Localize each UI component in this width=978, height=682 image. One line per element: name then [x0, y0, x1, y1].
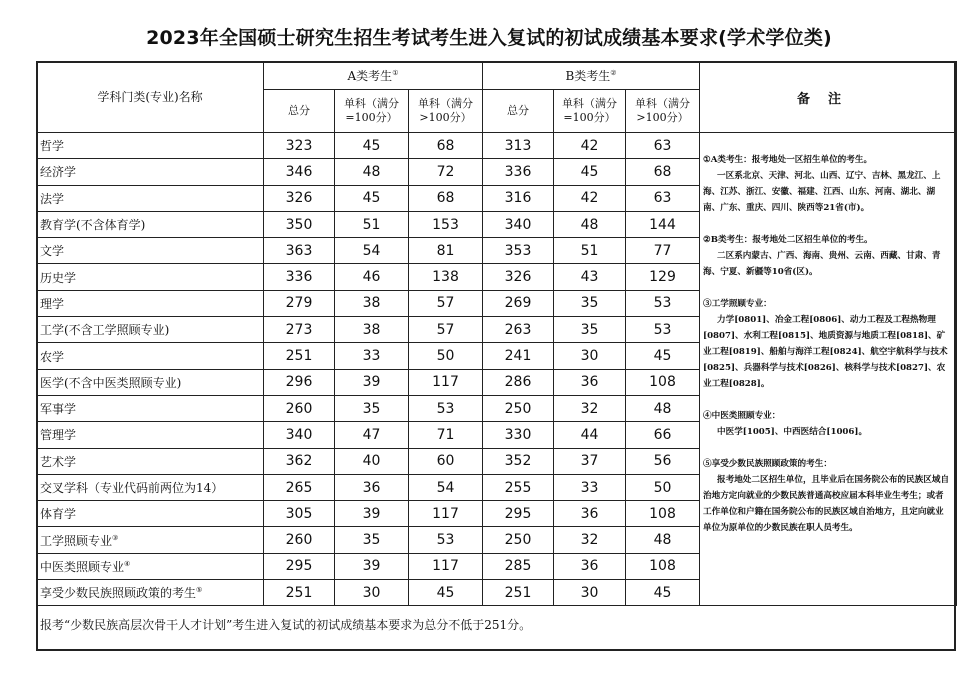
score-b-total: 250 — [483, 527, 554, 553]
score-a-total: 273 — [264, 317, 335, 343]
score-a-single-gt100: 138 — [409, 264, 483, 290]
score-b-single-100: 32 — [554, 527, 626, 553]
score-b-single-100: 36 — [554, 553, 626, 579]
score-a-single-100: 30 — [335, 580, 409, 606]
remark-heading: ①A类考生：报考地处一区招生单位的考生。 — [703, 155, 873, 165]
score-b-single-100: 51 — [554, 238, 626, 264]
score-b-total: 352 — [483, 448, 554, 474]
score-a-total: 340 — [264, 422, 335, 448]
score-b-single-gt100: 77 — [626, 238, 700, 264]
score-b-single-100: 33 — [554, 474, 626, 500]
score-b-total: 251 — [483, 580, 554, 606]
score-b-single-100: 32 — [554, 395, 626, 421]
score-b-single-100: 48 — [554, 211, 626, 237]
score-a-total: 323 — [264, 133, 335, 159]
score-a-single-100: 48 — [335, 159, 409, 185]
remark-heading: ⑤享受少数民族照顾政策的考生： — [703, 459, 832, 469]
remark-body: 中医学[1005]、中西医结合[1006]。 — [717, 427, 868, 437]
score-b-single-100: 35 — [554, 290, 626, 316]
score-b-total: 340 — [483, 211, 554, 237]
score-b-total: 241 — [483, 343, 554, 369]
score-a-total: 251 — [264, 343, 335, 369]
score-a-single-100: 35 — [335, 395, 409, 421]
score-a-single-gt100: 53 — [409, 395, 483, 421]
score-b-total: 269 — [483, 290, 554, 316]
score-b-total: 250 — [483, 395, 554, 421]
score-b-single-gt100: 53 — [626, 317, 700, 343]
score-a-single-gt100: 45 — [409, 580, 483, 606]
header-a-group: A类考生① — [264, 62, 483, 90]
score-a-single-100: 38 — [335, 290, 409, 316]
score-b-total: 316 — [483, 185, 554, 211]
score-b-single-100: 35 — [554, 317, 626, 343]
header-b-single-gt100: 单科（满分>100分） — [626, 90, 700, 133]
score-b-total: 353 — [483, 238, 554, 264]
score-a-total: 260 — [264, 395, 335, 421]
discipline-name: 艺术学 — [37, 448, 264, 474]
score-a-total: 326 — [264, 185, 335, 211]
discipline-name: 体育学 — [37, 501, 264, 527]
score-a-single-gt100: 68 — [409, 133, 483, 159]
score-a-single-100: 45 — [335, 185, 409, 211]
score-b-single-gt100: 68 — [626, 159, 700, 185]
score-b-single-100: 42 — [554, 133, 626, 159]
score-b-single-100: 30 — [554, 580, 626, 606]
page-title: 2023年全国硕士研究生招生考试考生进入复试的初试成绩基本要求(学术学位类) — [146, 27, 832, 49]
header-remarks: 备注 — [700, 62, 957, 133]
score-a-single-100: 36 — [335, 474, 409, 500]
score-a-single-100: 35 — [335, 527, 409, 553]
score-b-total: 285 — [483, 553, 554, 579]
score-a-single-100: 39 — [335, 369, 409, 395]
score-b-single-gt100: 63 — [626, 133, 700, 159]
score-a-single-100: 47 — [335, 422, 409, 448]
remark-heading: ④中医类照顾专业： — [703, 411, 781, 421]
score-b-total: 313 — [483, 133, 554, 159]
score-a-single-gt100: 60 — [409, 448, 483, 474]
discipline-name: 教育学(不含体育学) — [37, 211, 264, 237]
discipline-name: 军事学 — [37, 395, 264, 421]
score-a-single-gt100: 153 — [409, 211, 483, 237]
score-a-single-gt100: 117 — [409, 501, 483, 527]
score-a-single-100: 45 — [335, 133, 409, 159]
score-b-single-gt100: 45 — [626, 343, 700, 369]
score-a-total: 295 — [264, 553, 335, 579]
remark-heading: ②B类考生：报考地处二区招生单位的考生。 — [703, 235, 873, 245]
score-a-single-100: 33 — [335, 343, 409, 369]
score-a-single-gt100: 117 — [409, 553, 483, 579]
score-a-single-gt100: 72 — [409, 159, 483, 185]
score-a-total: 350 — [264, 211, 335, 237]
score-b-single-gt100: 108 — [626, 553, 700, 579]
remark-body: 报考地处二区招生单位，且毕业后在国务院公布的民族区域自治地方定向就业的少数民族普通高校应届本科毕业生考生；或者工作单位和户籍在国务院公布的民族区域自治地方，且定向就业单位为原单位的少数民族在职人员考生。 — [703, 475, 950, 533]
discipline-name: 交叉学科（专业代码前两位为14） — [37, 474, 264, 500]
discipline-name: 哲学 — [37, 133, 264, 159]
header-b-total: 总分 — [483, 90, 554, 133]
score-a-single-100: 40 — [335, 448, 409, 474]
header-a-single-gt100: 单科（满分>100分） — [409, 90, 483, 133]
score-b-single-100: 45 — [554, 159, 626, 185]
score-b-single-100: 37 — [554, 448, 626, 474]
score-a-single-gt100: 81 — [409, 238, 483, 264]
discipline-name: 中医类照顾专业④ — [37, 553, 264, 579]
score-b-total: 286 — [483, 369, 554, 395]
score-a-single-gt100: 53 — [409, 527, 483, 553]
score-b-total: 326 — [483, 264, 554, 290]
score-b-single-gt100: 48 — [626, 395, 700, 421]
discipline-name: 法学 — [37, 185, 264, 211]
score-b-total: 330 — [483, 422, 554, 448]
score-b-single-gt100: 129 — [626, 264, 700, 290]
score-a-total: 251 — [264, 580, 335, 606]
score-a-total: 260 — [264, 527, 335, 553]
score-b-single-gt100: 56 — [626, 448, 700, 474]
discipline-name: 工学(不含工学照顾专业) — [37, 317, 264, 343]
score-b-total: 295 — [483, 501, 554, 527]
remark-body: 二区系内蒙古、广西、海南、贵州、云南、西藏、甘肃、青海、宁夏、新疆等10省(区)。 — [703, 251, 941, 277]
score-b-single-gt100: 66 — [626, 422, 700, 448]
score-b-single-gt100: 50 — [626, 474, 700, 500]
score-a-single-100: 46 — [335, 264, 409, 290]
score-b-single-gt100: 48 — [626, 527, 700, 553]
score-b-single-100: 30 — [554, 343, 626, 369]
score-a-single-100: 38 — [335, 317, 409, 343]
score-a-total: 265 — [264, 474, 335, 500]
header-b-group: B类考生② — [483, 62, 700, 90]
score-a-total: 363 — [264, 238, 335, 264]
score-b-single-gt100: 45 — [626, 580, 700, 606]
score-b-total: 263 — [483, 317, 554, 343]
header-b-single-100: 单科（满分=100分） — [554, 90, 626, 133]
remark-heading: ③工学照顾专业： — [703, 299, 772, 309]
score-a-single-gt100: 54 — [409, 474, 483, 500]
score-a-single-gt100: 50 — [409, 343, 483, 369]
score-b-single-100: 42 — [554, 185, 626, 211]
score-b-single-100: 43 — [554, 264, 626, 290]
discipline-name: 管理学 — [37, 422, 264, 448]
score-b-single-gt100: 108 — [626, 501, 700, 527]
score-a-total: 336 — [264, 264, 335, 290]
table-frame — [36, 61, 956, 651]
discipline-name: 文学 — [37, 238, 264, 264]
score-b-total: 336 — [483, 159, 554, 185]
score-b-single-gt100: 53 — [626, 290, 700, 316]
score-a-single-100: 39 — [335, 553, 409, 579]
score-a-total: 296 — [264, 369, 335, 395]
score-a-single-100: 51 — [335, 211, 409, 237]
score-b-single-gt100: 63 — [626, 185, 700, 211]
score-b-total: 255 — [483, 474, 554, 500]
remark-body: 一区系北京、天津、河北、山西、辽宁、吉林、黑龙江、上海、江苏、浙江、安徽、福建、江西、山东、河南、湖北、湖南、广东、重庆、四川、陕西等21省(市)。 — [703, 171, 941, 213]
header-a-single-100: 单科（满分=100分） — [335, 90, 409, 133]
score-a-total: 279 — [264, 290, 335, 316]
score-b-single-100: 44 — [554, 422, 626, 448]
discipline-name: 农学 — [37, 343, 264, 369]
score-a-total: 362 — [264, 448, 335, 474]
score-a-single-100: 39 — [335, 501, 409, 527]
footnote: 报考“少数民族高层次骨干人才计划”考生进入复试的初试成绩基本要求为总分不低于251分。 — [40, 618, 532, 632]
discipline-name: 历史学 — [37, 264, 264, 290]
score-a-single-gt100: 117 — [409, 369, 483, 395]
discipline-name: 享受少数民族照顾政策的考生⑤ — [37, 580, 264, 606]
score-a-total: 346 — [264, 159, 335, 185]
discipline-name: 理学 — [37, 290, 264, 316]
score-a-single-gt100: 68 — [409, 185, 483, 211]
score-b-single-gt100: 108 — [626, 369, 700, 395]
discipline-name: 医学(不含中医类照顾专业) — [37, 369, 264, 395]
score-b-single-gt100: 144 — [626, 211, 700, 237]
header-discipline-name: 学科门类(专业)名称 — [37, 62, 264, 133]
score-a-single-100: 54 — [335, 238, 409, 264]
score-b-single-100: 36 — [554, 501, 626, 527]
header-a-total: 总分 — [264, 90, 335, 133]
discipline-name: 经济学 — [37, 159, 264, 185]
score-a-single-gt100: 71 — [409, 422, 483, 448]
score-a-single-gt100: 57 — [409, 290, 483, 316]
score-b-single-100: 36 — [554, 369, 626, 395]
score-a-total: 305 — [264, 501, 335, 527]
remark-body: 力学[0801]、冶金工程[0806]、动力工程及工程热物理[0807]、水利工程[0815]、地质资源与地质工程[0818]、矿业工程[0819]、船舶与海洋工程[0824]、航空宇航科学与技术[0825]、兵器科学与技术[0826]、核科学与技术[0827]、农业工程[0828]。 — [703, 315, 948, 389]
discipline-name: 工学照顾专业③ — [37, 527, 264, 553]
score-a-single-gt100: 57 — [409, 317, 483, 343]
